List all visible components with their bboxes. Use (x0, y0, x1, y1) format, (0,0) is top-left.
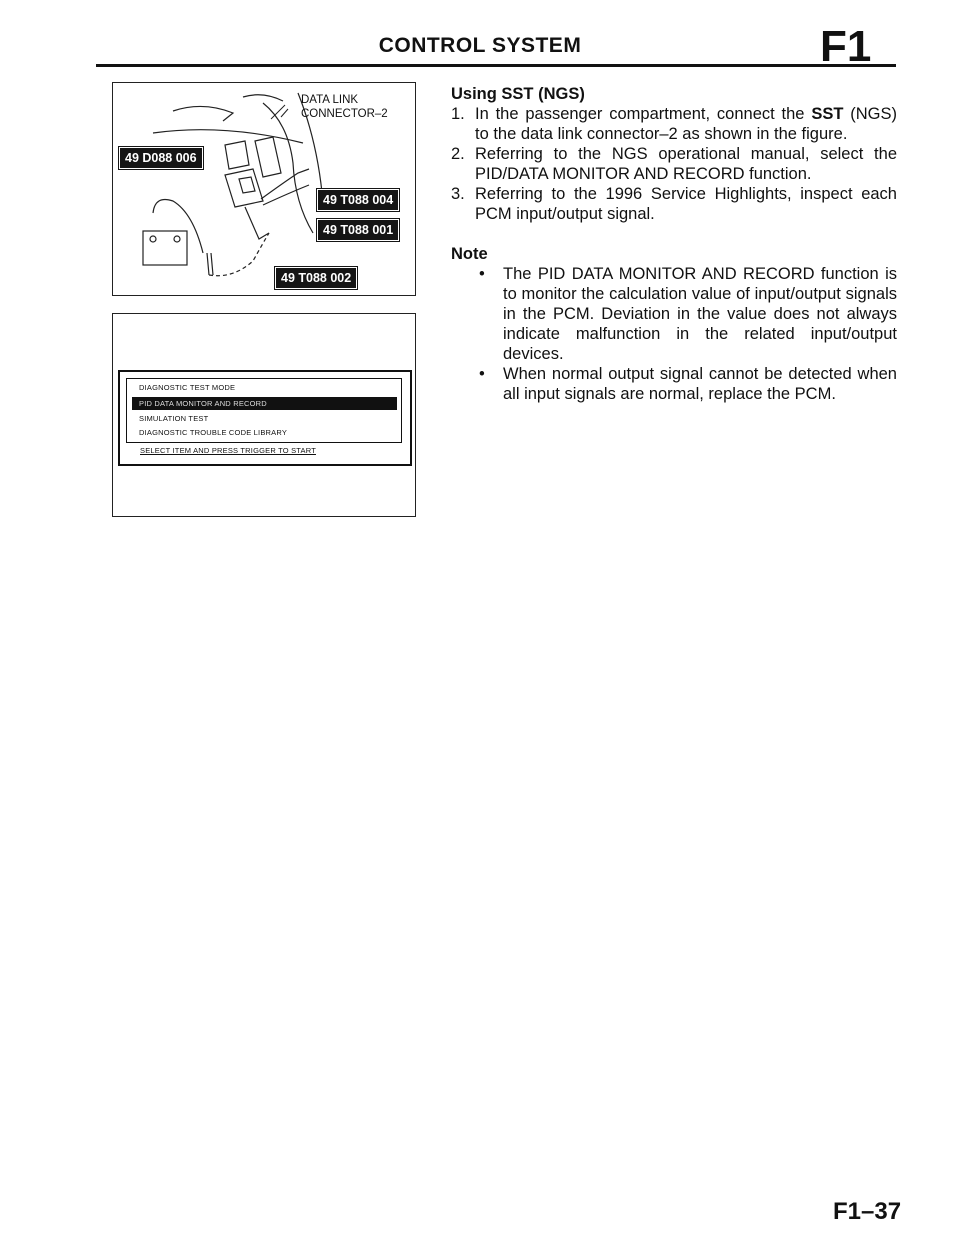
page-title: CONTROL SYSTEM (378, 34, 582, 57)
bullet: • (479, 265, 485, 283)
step-text: Referring to the 1996 Service Highlights, inspect each PCM input/output signal. (475, 185, 897, 223)
page-number: F1–37 (833, 1198, 902, 1225)
step-number: 2. (451, 145, 465, 163)
step-number: 3. (451, 185, 465, 203)
ngs-screen-figure (112, 313, 416, 517)
procedure-text (451, 84, 897, 404)
menu-item-diagnostic-trouble-code-library: DIAGNOSTIC TROUBLE CODE LIBRARY (139, 428, 288, 437)
procedure-step (451, 104, 897, 144)
callout-49-t088-002: 49 T088 002 (275, 267, 357, 289)
callout-49-d088-006: 49 D088 006 (119, 147, 203, 169)
header-rule (96, 64, 896, 67)
step-text: In the passenger compartment, connect the SST (NGS) to the data link connector–2 as shown in the figure. (475, 105, 897, 143)
bullet: • (479, 365, 485, 383)
connection-figure (112, 82, 416, 296)
procedure-step (451, 144, 897, 184)
note-text: When normal output signal cannot be detected when all input signals are normal, replace the PCM. (503, 365, 897, 403)
callout-49-t088-001: 49 T088 001 (317, 219, 399, 241)
section-code: F1 (820, 22, 872, 71)
callout-49-t088-004: 49 T088 004 (317, 189, 399, 211)
note-title: Note (451, 245, 488, 263)
menu-item-simulation-test: SIMULATION TEST (139, 414, 209, 423)
note-item (451, 264, 897, 364)
ngs-screen (118, 370, 412, 466)
note-item (451, 364, 897, 404)
step-number: 1. (451, 105, 465, 123)
menu-item-pid-data-monitor-and-record: PID DATA MONITOR AND RECORD (132, 397, 397, 410)
note-list (451, 264, 897, 404)
step-text: Referring to the NGS operational manual, select the PID/DATA MONITOR AND RECORD function. (475, 145, 897, 183)
ngs-menu-box (126, 378, 402, 443)
menu-item-diagnostic-test-mode: DIAGNOSTIC TEST MODE (139, 383, 236, 392)
procedure-heading: Using SST (NGS) (451, 85, 585, 103)
connector-label: DATA LINK CONNECTOR–2 (301, 94, 388, 120)
screen-prompt: SELECT ITEM AND PRESS TRIGGER TO START (140, 446, 316, 455)
note-text: The PID DATA MONITOR AND RECORD function is to monitor the calculation value of input/output signals in the PCM. Deviation in the value does not always indicate malfunction in the related input/output devices. (503, 265, 897, 363)
procedure-steps (451, 104, 897, 224)
procedure-step (451, 184, 897, 224)
